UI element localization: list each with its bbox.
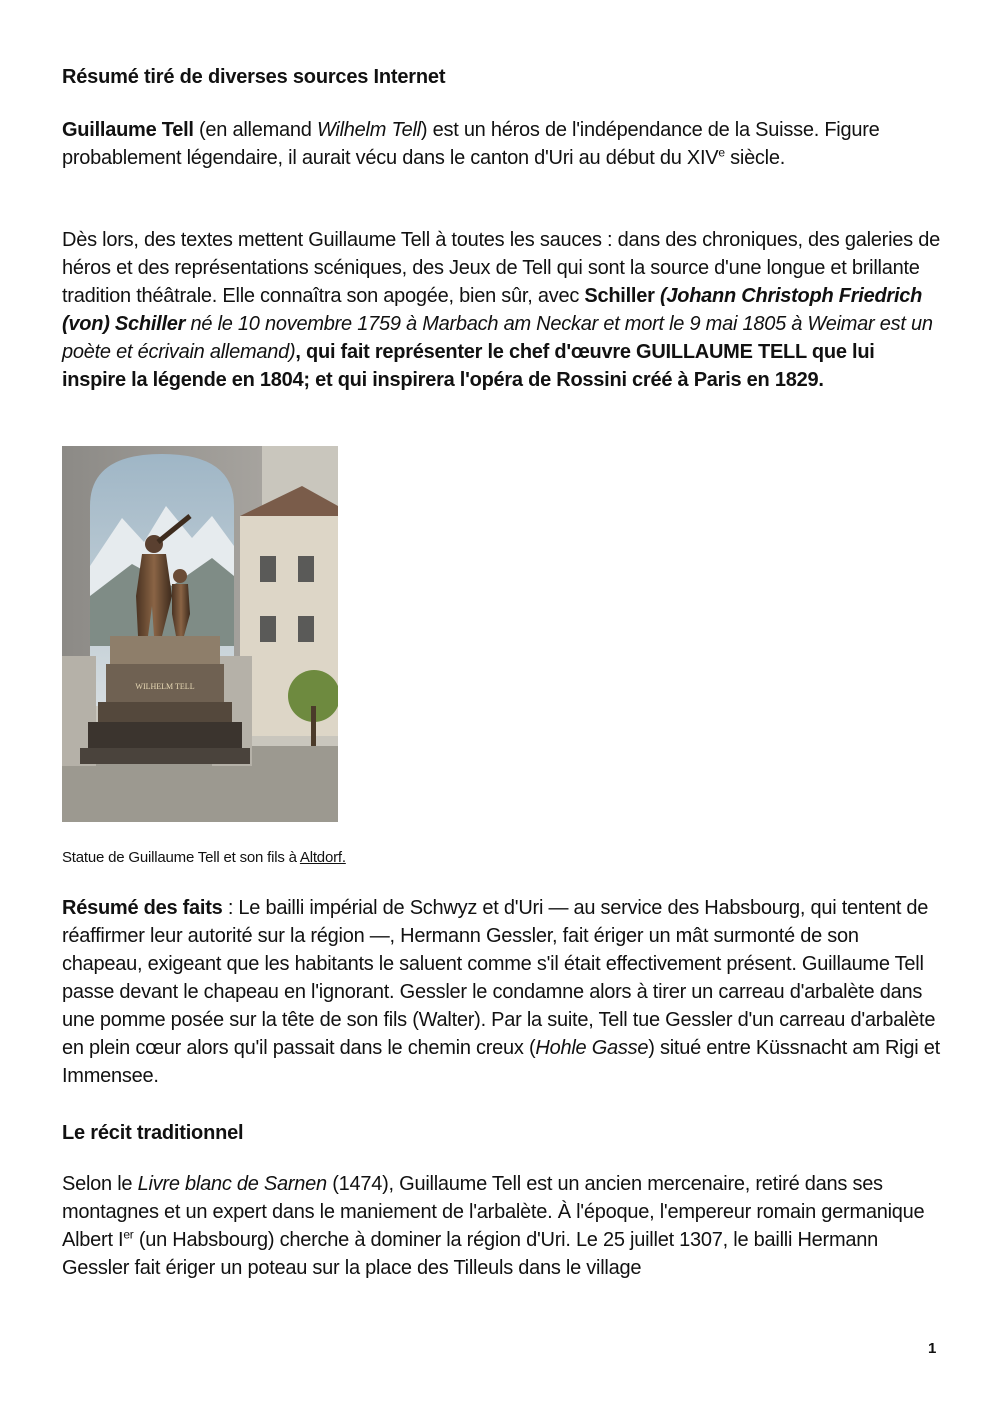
text: (en allemand	[193, 119, 317, 141]
facts-label: Résumé des faits	[62, 897, 223, 919]
german-name: Wilhelm Tell	[316, 119, 421, 141]
book-title: Livre blanc de Sarnen	[137, 1173, 327, 1195]
page-number: 1	[928, 1340, 937, 1357]
schiller-work: , qui fait représenter le chef d'œuvre GUILLAUME TELL que lui inspire la légende en 1804; et qui inspirera l'opéra de Rossini créé à Paris en 1829.	[62, 341, 875, 391]
schiller-name: Schiller	[584, 285, 655, 307]
text: Selon le	[62, 1173, 138, 1195]
statue-photo-image	[62, 446, 338, 822]
statue-photo	[62, 446, 338, 822]
text: siècle.	[724, 147, 786, 169]
text: ) est un héros de l'indépendance de la Suisse. Figure probablement légendaire, il aurait vécu dans le canton d'Uri au début du XIV	[62, 119, 880, 169]
schiller-full-name: (Johann Christoph Friedrich (von) Schiller	[62, 285, 923, 335]
statue-inscription: WILHELM TELL	[135, 682, 195, 691]
schiller-paragraph	[62, 226, 942, 394]
tradition-paragraph	[62, 1170, 942, 1282]
superscript: er	[123, 1227, 134, 1242]
hohle-gasse: Hohle Gasse	[535, 1037, 649, 1059]
section-heading: Le récit traditionnel	[62, 1122, 244, 1144]
text: Dès lors, des textes mettent Guillaume Tell à toutes les sauces : dans des chroniques, des galeries de héros et des représentations scéniques, des Jeux de Tell qui sont la source d'une longue et brillante tradition théâtrale. Elle connaîtra son apogée, bien sûr, avec	[62, 229, 940, 307]
subject-name: Guillaume Tell	[62, 119, 194, 141]
altdorf-link[interactable]: Altdorf.	[299, 849, 346, 866]
text: ) situé entre Küssnacht am Rigi et Immensee.	[62, 1037, 940, 1087]
intro-paragraph	[62, 116, 942, 172]
photo-caption	[62, 848, 346, 868]
facts-paragraph	[62, 894, 942, 1090]
schiller-bio: né le 10 novembre 1759 à Marbach am Neckar et mort le 9 mai 1805 à Weimar est un poète et écrivain allemand)	[62, 313, 933, 363]
document-title: Résumé tiré de diverses sources Internet	[62, 66, 446, 88]
caption-text: Statue de Guillaume Tell et son fils à	[62, 849, 300, 866]
superscript: e	[718, 145, 725, 160]
text: (1474), Guillaume Tell est un ancien mercenaire, retiré dans ses montagnes et un expert dans le maniement de l'arbalète. À l'époque, l'empereur romain germanique Albert I	[62, 1173, 925, 1251]
text: (un Habsbourg) cherche à dominer la région d'Uri. Le 25 juillet 1307, le bailli Hermann Gessler fait ériger un poteau sur la place des Tilleuls dans le village	[62, 1229, 878, 1279]
text: : Le bailli impérial de Schwyz et d'Uri — au service des Habsbourg, qui tentent de réaffirmer leur autorité sur la région —, Hermann Gessler, fait ériger un mât surmonté de son chapeau, exigeant que les habitants le saluent comme s'il était effectivement présent. Guillaume Tell passe devant le chapeau en l'ignorant. Gessler le condamne alors à tirer un carreau d'arbalète dans une pomme posée sur la tête de son fils (Walter). Par la suite, Tell tue Gessler d'un carreau d'arbalète en plein cœur alors qu'il passait dans le chemin creux (	[62, 897, 936, 1059]
